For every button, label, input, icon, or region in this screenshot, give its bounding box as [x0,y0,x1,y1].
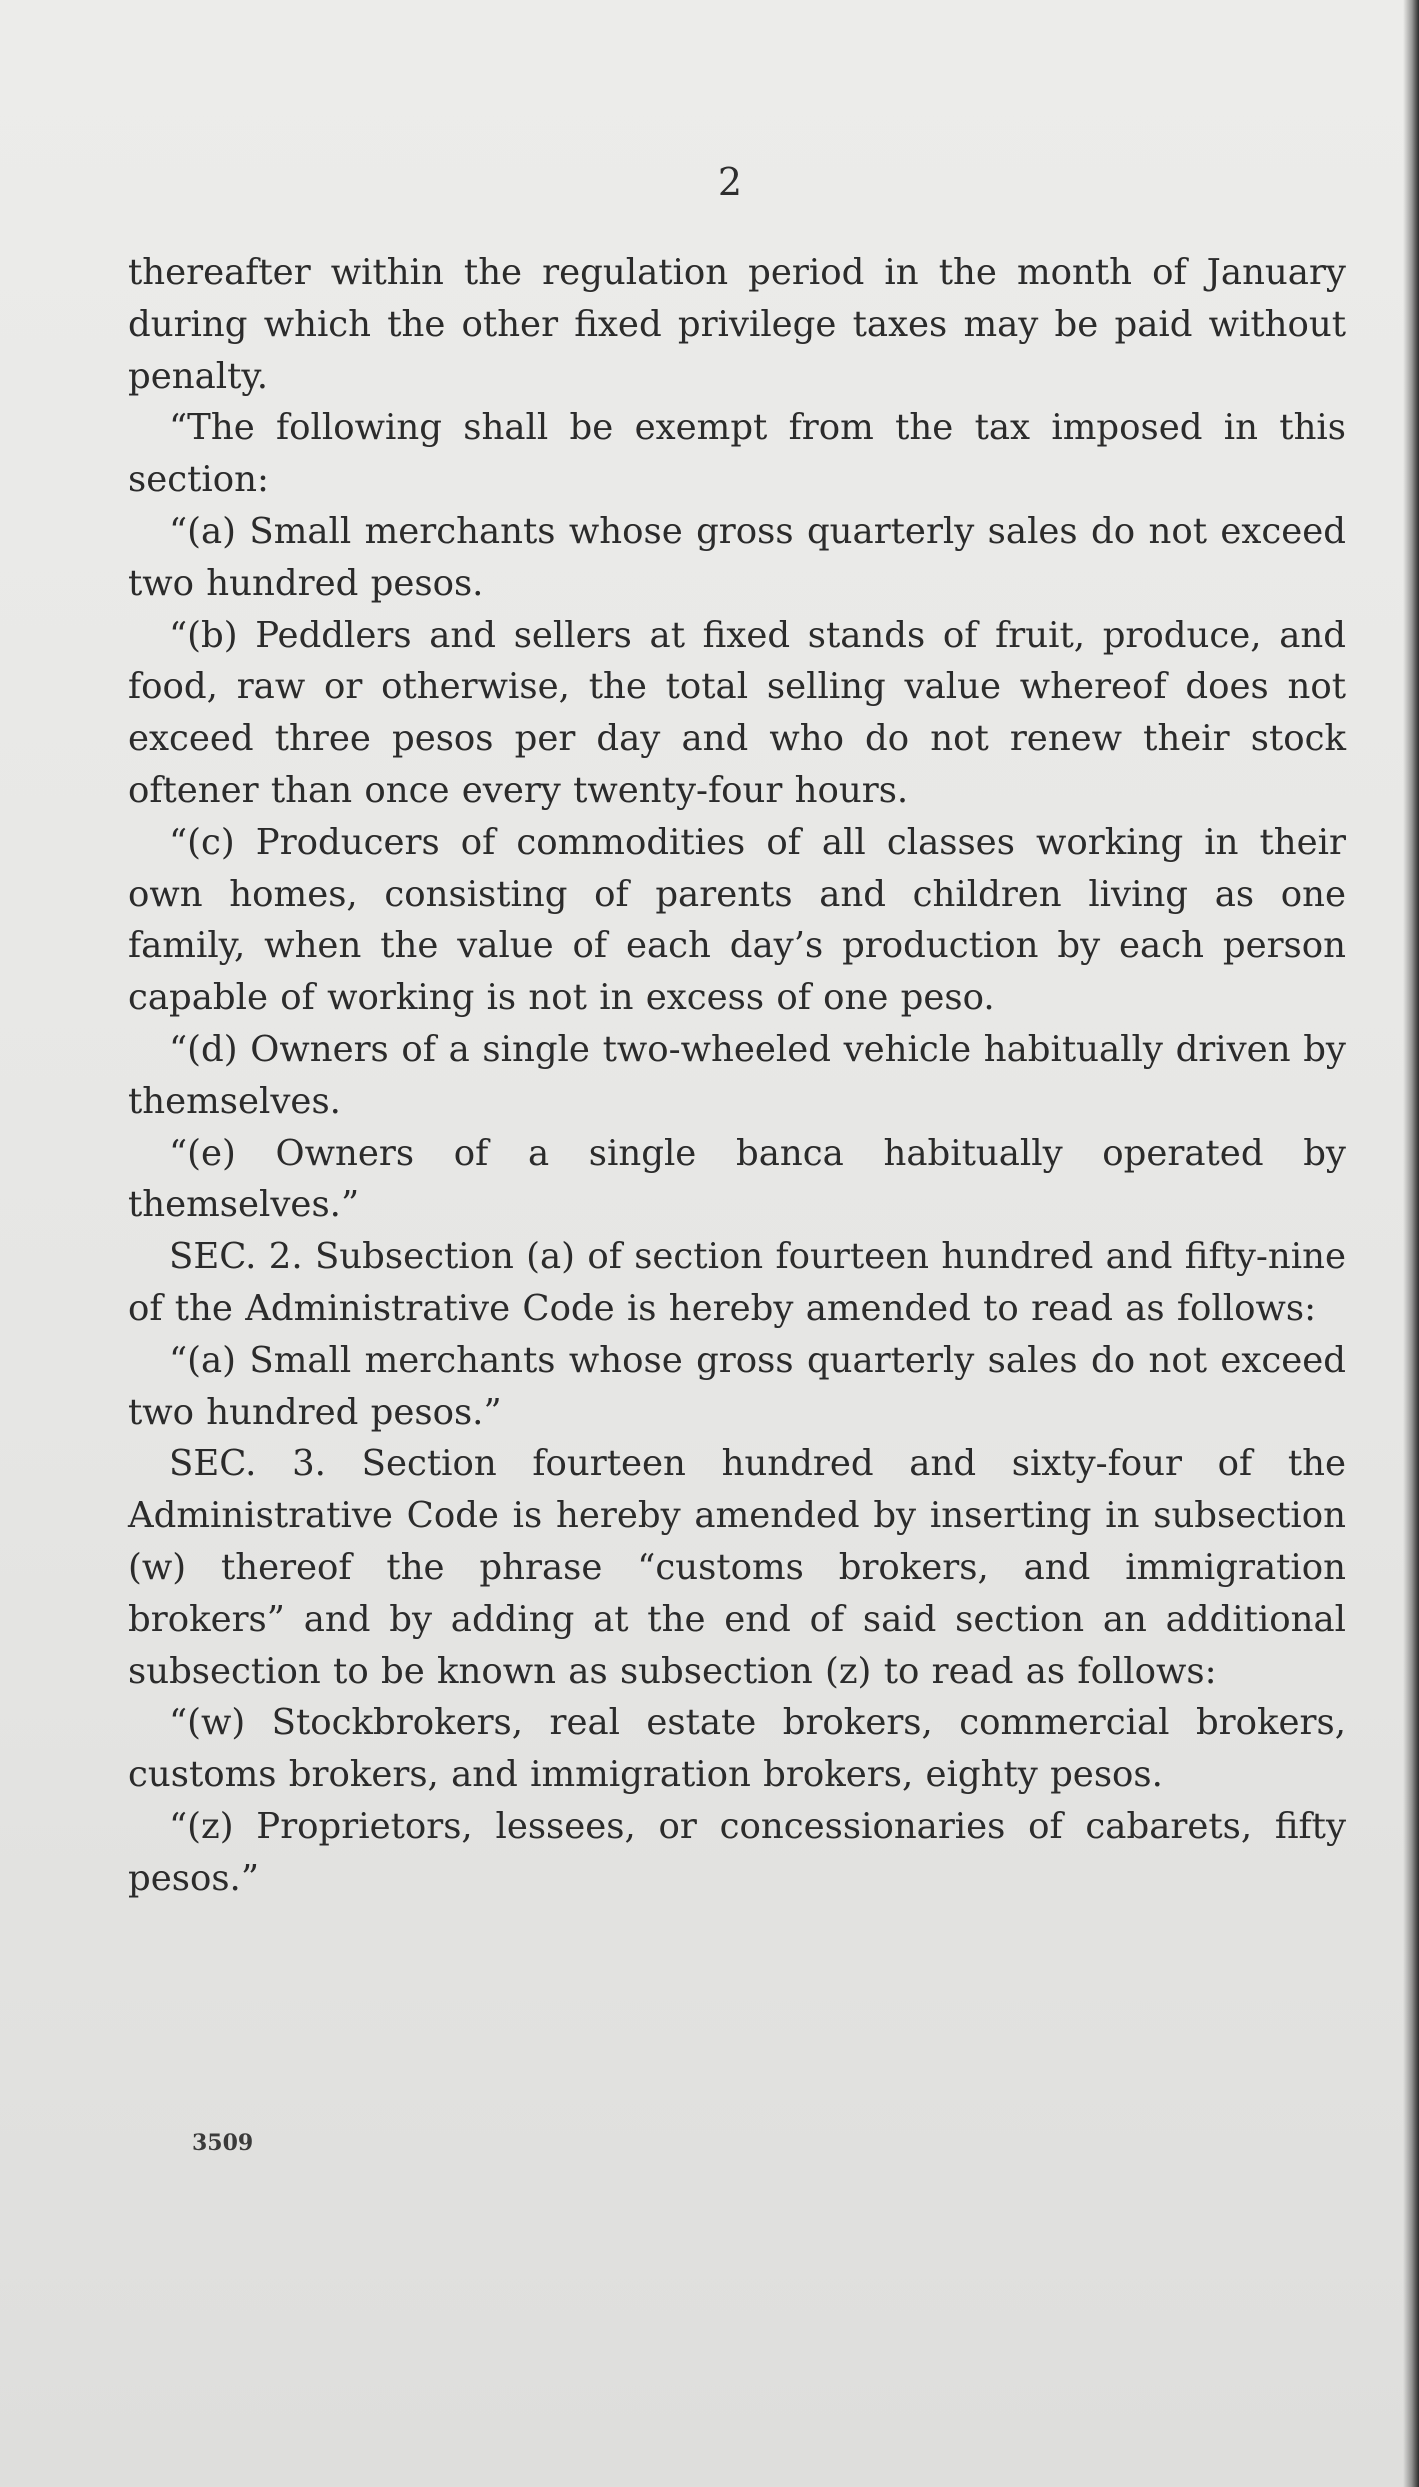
body-text [128,247,1346,1905]
paragraph-subsection-w: “(w) Stockbrokers, real estate brokers, commercial brokers, customs brokers, and immigration brokers, eighty pesos. [128,1702,1346,1796]
paragraph-exemptions-intro: “The following shall be exempt from the tax imposed in this section: [128,407,1346,501]
paragraph-exemption-d: “(d) Owners of a single two-wheeled vehicle habitually driven by themselves. [128,1028,1346,1122]
paragraph-exemption-e: “(e) Owners of a single banca habitually operated by themselves.” [128,1132,1346,1226]
page-number: 2 [717,160,743,204]
paragraph-exemption-c: “(c) Producers of commodities of all classes working in their own homes, consisting of parents and children living as one family, when the value of each day’s production by each person capable of working is not in excess of one peso. [128,821,1346,1019]
paragraph-section-3: SEC. 3. Section fourteen hundred and sixty-four of the Administrative Code is hereby amended by inserting in subsection (w) thereof the phrase “customs brokers, and immigration brokers” and by adding at the end of said section an additional subsection to be known as subsection (z) to read as follows: [128,1443,1346,1692]
paragraph-exemption-a: “(a) Small merchants whose gross quarterly sales do not exceed two hundred pesos. [128,510,1346,604]
paragraph-exemption-b: “(b) Peddlers and sellers at fixed stands of fruit, produce, and food, raw or otherwise, the total selling value whereof does not exceed three pesos per day and who do not renew their stock oftener than once every twenty-four hours. [128,614,1346,811]
page-edge-shadow [1403,0,1419,2487]
paragraph-section-2: SEC. 2. Subsection (a) of section fourteen hundred and fifty-nine of the Administrative Code is hereby amended to read as follows: [128,1236,1346,1329]
paragraph-section-2-subsection-a: “(a) Small merchants whose gross quarterly sales do not exceed two hundred pesos.” [128,1339,1346,1433]
paragraph-subsection-z: “(z) Proprietors, lessees, or concessionaries of cabarets, fifty pesos.” [128,1805,1346,1899]
print-code: 3509 [192,2130,254,2156]
paragraph-continuation: thereafter within the regulation period in the month of January during which the other fixed privilege taxes may be paid without penalty. [128,252,1346,397]
